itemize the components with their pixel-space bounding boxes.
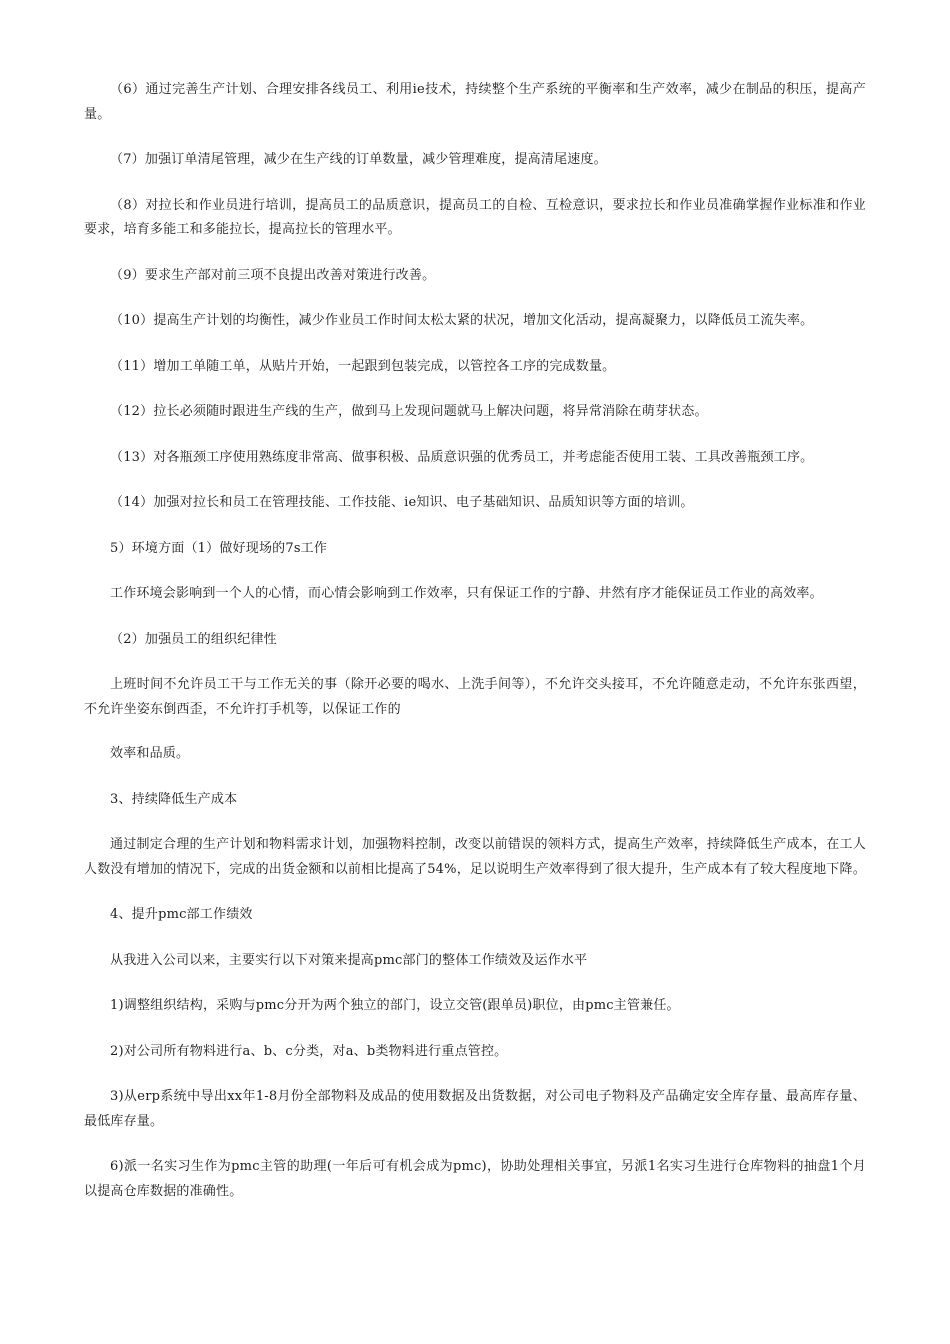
paragraph-work-rules: 上班时间不允许员工干与工作无关的事（除开必要的喝水、上洗手间等），不允许交头接耳，不允许随意走动，不允许东张西望，不允许坐姿东倒西歪，不允许打手机等，以保证工作的: [84, 677, 866, 717]
section-environment-heading: 5）环境方面（1）做好现场的7s工作: [110, 540, 328, 556]
paragraph-13: （13）对各瓶颈工序使用熟练度非常高、做事积极、品质意识强的优秀员工，并考虑能否使用工装、工具改善瓶颈工序。: [110, 449, 814, 465]
paragraph-7: （7）加强订单清尾管理，减少在生产线的订单数量，减少管理难度，提高清尾速度。: [110, 152, 607, 167]
paragraph-efficiency-quality: 效率和品质。: [110, 746, 190, 761]
paragraph-work-environment: 工作环境会影响到一个人的心情，而心情会影响到工作效率，只有保证工作的宁静、井然有序才能保证员工作业的高效率。: [110, 586, 823, 601]
paragraph-14: （14）加强对拉长和员工在管理技能、工作技能、ie知识、电子基础知识、品质知识等方面的培训。: [110, 495, 694, 510]
paragraph-cost: 通过制定合理的生产计划和物料需求计划，加强物料控制，改变以前错误的领料方式，提高生产效率，持续降低生产成本，在工人人数没有增加的情况下，完成的出货金额和以前相比提高了54%，足以说明生产效率得到了很大提升，生产成本有了较大程度地下降。: [84, 837, 866, 877]
paragraph-9: （9）要求生产部对前三项不良提出改善对策进行改善。: [110, 267, 436, 283]
paragraph-pmc-6: 6)派一名实习生作为pmc主管的助理(一年后可有机会成为pmc)，协助处理相关事宜，另派1名实习生进行仓库物料的抽盘1个月以提高仓库数据的准确性。: [84, 1159, 866, 1199]
paragraph-pmc-intro: 从我进入公司以来，主要实行以下对策来提高pmc部门的整体工作绩效及运作水平: [110, 952, 588, 968]
subheading-discipline: （2）加强员工的组织纪律性: [110, 631, 277, 647]
paragraph-pmc-3: 3)从erp系统中导出xx年1-8月份全部物料及成品的使用数据及出货数据，对公司电子物料及产品确定安全库存量、最高库存量、最低库存量。: [84, 1089, 866, 1129]
paragraph-10: （10）提高生产计划的均衡性，减少作业员工作时间太松太紧的状况，增加文化活动，提高凝聚力，以降低员工流失率。: [110, 313, 814, 328]
section-pmc-heading: 4、提升pmc部工作绩效: [110, 907, 253, 922]
paragraph-pmc-1: 1)调整组织结构，采购与pmc分开为两个独立的部门，设立交管(跟单员)职位，由pmc主管兼任。: [110, 998, 680, 1013]
section-cost-heading: 3、持续降低生产成本: [110, 791, 238, 807]
paragraph-12: （12）拉长必须随时跟进生产线的生产，做到马上发现问题就马上解决问题，将异常消除在萌芽状态。: [110, 404, 708, 419]
paragraph-8: （8）对拉长和作业员进行培训，提高员工的品质意识，提高员工的自检、互检意识，要求拉长和作业员准确掌握作业标准和作业要求，培育多能工和多能拉长，提高拉长的管理水平。: [84, 197, 866, 237]
document-body: [84, 78, 866, 1225]
paragraph-pmc-2: 2)对公司所有物料进行a、b、c分类，对a、b类物料进行重点管控。: [110, 1043, 508, 1059]
paragraph-6: （6）通过完善生产计划、合理安排各线员工、利用ie技术，持续整个生产系统的平衡率和生产效率，减少在制品的积压，提高产量。: [84, 82, 866, 122]
paragraph-11: （11）增加工单随工单，从贴片开始，一起跟到包装完成，以管控各工序的完成数量。: [110, 358, 616, 374]
